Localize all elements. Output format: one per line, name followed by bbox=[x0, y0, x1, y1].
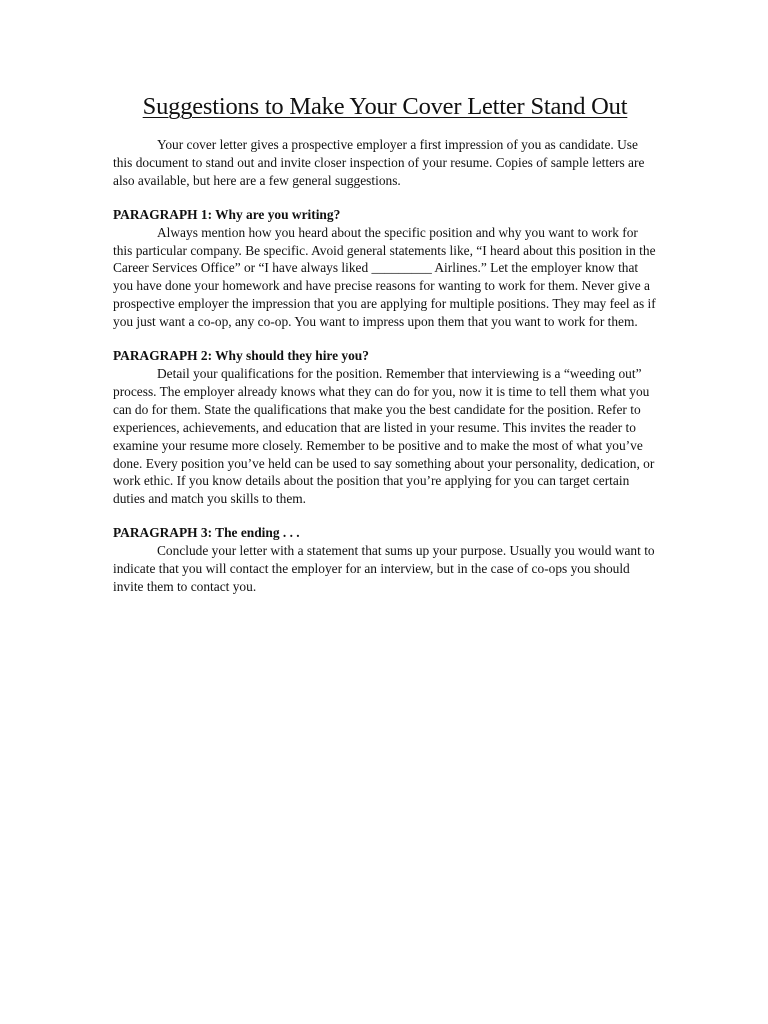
document-title: Suggestions to Make Your Cover Letter Stand Out bbox=[142, 93, 628, 120]
section-paragraph-2 bbox=[113, 347, 657, 508]
section-text: Conclude your letter with a statement that sums up your purpose. Usually you would want to indicate that you will contact the employer for an interview, but in the case of co-ops you should invite them to contact you. bbox=[113, 543, 655, 594]
section-heading: PARAGRAPH 3: The ending . . . bbox=[113, 525, 300, 541]
section-paragraph-3 bbox=[113, 524, 657, 596]
intro-paragraph: Your cover letter gives a prospective employer a first impression of you as candidate. Use this document to stand out and invite closer inspection of your resume. Copies of sample letters are also available, but here are a few general suggestions. bbox=[113, 137, 645, 188]
section-paragraph-1 bbox=[113, 206, 657, 331]
section-heading: PARAGRAPH 2: Why should they hire you? bbox=[113, 348, 369, 364]
document-page bbox=[113, 92, 657, 596]
section-text: Always mention how you heard about the specific position and why you want to work for this particular company. Be specific. Avoid general statements like, “I heard about this position in the Career Services Office” or “I have always liked _________ Airlines.” Let the employer know that you have done your homework and have precise reasons for wanting to work for them. Never give a prospective employer the impression that you are applying for multiple positions. They may feel as if you just want a co-op, any co-op. You want to impress upon them that you want to work for them. bbox=[113, 224, 656, 330]
section-text: Detail your qualifications for the position. Remember that interviewing is a “weeding out” process. The employer already knows what they can do for you, now it is time to tell them what you can do for them. State the qualifications that make you the best candidate for the position. Refer to experiences, achievements, and education that are listed in your resume. This invites the reader to examine your resume more closely. Remember to be positive and to make the most of what you’ve done. Every position you’ve held can be used to say something about your personality, dedication, or work ethic. If you know details about the position that you’re applying for you can target certain duties and match you skills to them. bbox=[113, 365, 655, 507]
section-heading: PARAGRAPH 1: Why are you writing? bbox=[113, 206, 341, 222]
